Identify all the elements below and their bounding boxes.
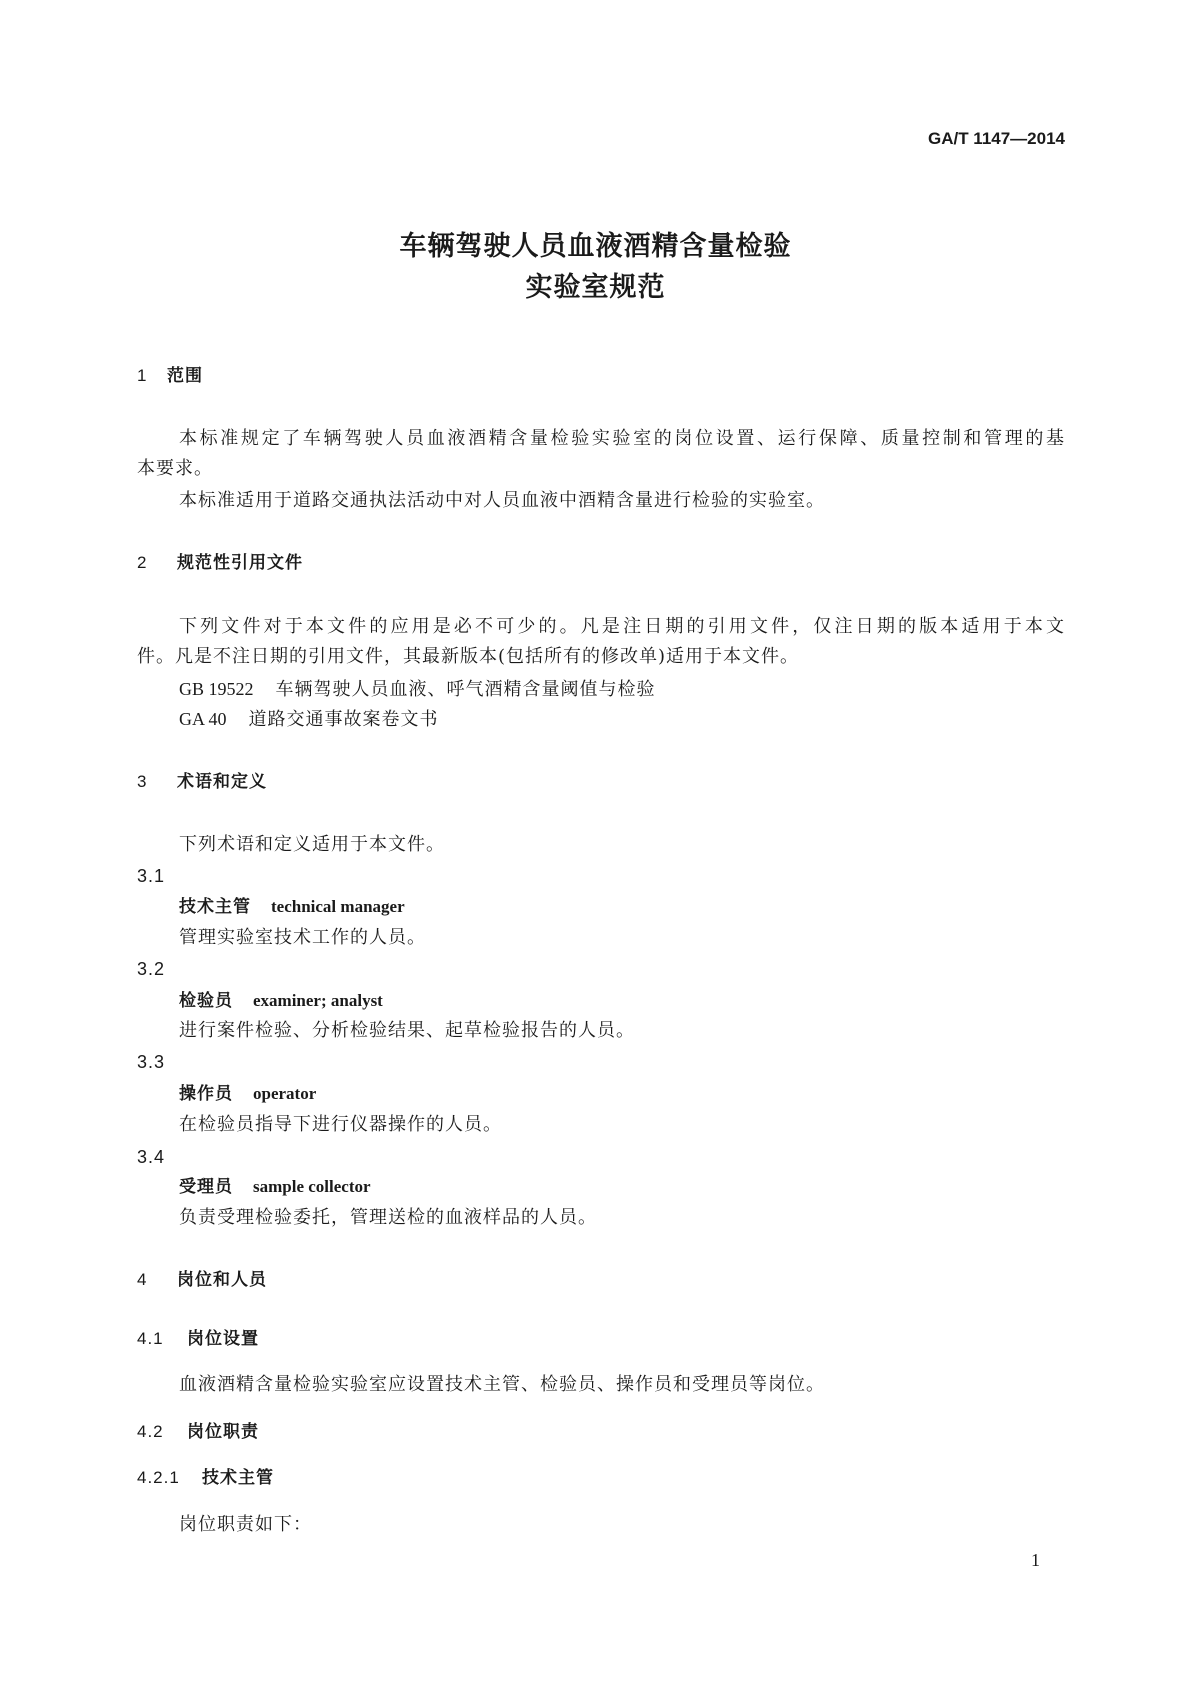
term-en: technical manager	[271, 897, 405, 916]
section-title: 术语和定义	[177, 772, 267, 792]
paragraph-line: 本标准规定了车辆驾驶人员血液酒精含量检验实验室的岗位设置、运行保障、质量控制和管理的基	[179, 428, 1065, 449]
term-entry	[179, 1175, 371, 1199]
term-entry	[179, 989, 383, 1013]
section-number: 4.1	[137, 1329, 164, 1348]
term-zh: 受理员	[179, 1177, 233, 1197]
section-title: 岗位职责	[187, 1422, 259, 1442]
subsection-4-2-1-heading	[137, 1466, 274, 1490]
section-1-heading	[137, 364, 203, 388]
term-entry	[179, 895, 405, 919]
paragraph-line: 岗位职责如下：	[179, 1514, 312, 1535]
term-definition: 负责受理检验委托，管理送检的血液样品的人员。	[179, 1207, 597, 1228]
section-4-heading	[137, 1268, 267, 1292]
reference-item	[179, 677, 656, 702]
term-en: operator	[253, 1084, 317, 1103]
reference-item	[179, 707, 439, 732]
paragraph-line: 血液酒精含量检验实验室应设置技术主管、检验员、操作员和受理员等岗位。	[179, 1374, 825, 1395]
term-number: 3.1	[137, 866, 166, 886]
paragraph-line: 本要求。	[137, 458, 213, 479]
reference-title: 道路交通事故案卷文书	[248, 709, 439, 730]
reference-title: 车辆驾驶人员血液、呼气酒精含量阈值与检验	[275, 679, 656, 700]
reference-code: GA 40	[179, 709, 227, 729]
term-number: 3.2	[137, 959, 166, 979]
subsection-4-2-heading	[137, 1420, 259, 1444]
section-3-heading	[137, 770, 267, 794]
standard-code: GA/T 1147—2014	[927, 129, 1065, 148]
document-title-line2: 实验室规范	[525, 272, 666, 303]
section-number: 1	[137, 366, 148, 385]
term-zh: 检验员	[179, 991, 233, 1011]
section-number: 3	[137, 772, 148, 791]
section-title: 岗位和人员	[177, 1270, 267, 1290]
term-zh: 技术主管	[179, 897, 251, 917]
section-number: 4.2.1	[137, 1468, 180, 1487]
page-number: 1	[1031, 1550, 1041, 1570]
term-definition: 在检验员指导下进行仪器操作的人员。	[179, 1114, 502, 1135]
section-number: 4	[137, 1270, 148, 1289]
reference-code: GB 19522	[179, 679, 254, 699]
paragraph-line: 件。凡是不注日期的引用文件，其最新版本(包括所有的修改单)适用于本文件。	[137, 646, 800, 667]
term-number: 3.3	[137, 1052, 166, 1072]
paragraph-line: 本标准适用于道路交通执法活动中对人员血液中酒精含量进行检验的实验室。	[179, 490, 825, 511]
section-title: 规范性引用文件	[177, 553, 303, 573]
paragraph-line: 下列文件对于本文件的应用是必不可少的。凡是注日期的引用文件，仅注日期的版本适用于本文	[179, 616, 1065, 637]
subsection-4-1-heading	[137, 1327, 259, 1351]
section-title: 技术主管	[202, 1468, 274, 1488]
term-en: examiner; analyst	[253, 991, 383, 1010]
term-number: 3.4	[137, 1147, 166, 1167]
section-number: 4.2	[137, 1422, 164, 1441]
term-en: sample collector	[253, 1177, 371, 1196]
section-title: 岗位设置	[187, 1329, 259, 1349]
paragraph-line: 下列术语和定义适用于本文件。	[179, 834, 445, 855]
term-zh: 操作员	[179, 1084, 233, 1104]
section-number: 2	[137, 553, 148, 572]
section-2-heading	[137, 551, 303, 575]
section-title: 范围	[167, 366, 203, 386]
term-definition: 进行案件检验、分析检验结果、起草检验报告的人员。	[179, 1020, 635, 1041]
document-title-line1: 车辆驾驶人员血液酒精含量检验	[399, 231, 792, 262]
term-entry	[179, 1082, 316, 1106]
term-definition: 管理实验室技术工作的人员。	[179, 927, 426, 948]
